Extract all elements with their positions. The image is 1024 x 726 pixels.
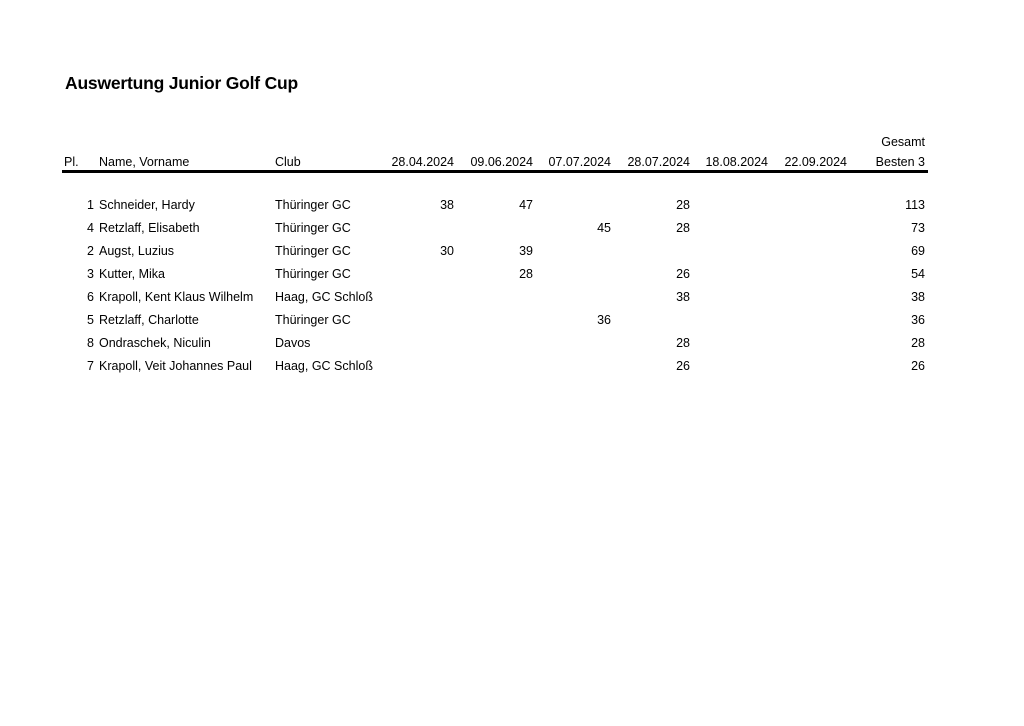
cell-total: 54 [911,267,925,281]
cell-score: 28 [676,336,690,350]
cell-total: 36 [911,313,925,327]
header-row-top [0,135,1024,155]
table-row [0,267,1024,287]
cell-name: Krapoll, Kent Klaus Wilhelm [99,290,254,304]
cell-name: Schneider, Hardy [99,198,195,212]
cell-place: 6 [87,290,94,304]
cell-name: Ondraschek, Niculin [99,336,211,350]
cell-score: 26 [676,359,690,373]
cell-place: 8 [87,336,94,350]
table-row [0,221,1024,241]
header-date: 07.07.2024 [548,155,611,169]
header-date: 28.07.2024 [627,155,690,169]
header-place: Pl. [64,155,79,169]
table-row [0,290,1024,310]
cell-total: 28 [911,336,925,350]
cell-name: Augst, Luzius [99,244,175,258]
cell-place: 1 [87,198,94,212]
header-name: Name, Vorname [99,155,190,169]
cell-total: 69 [911,244,925,258]
cell-score: 39 [519,244,533,258]
cell-club: Haag, GC Schloß [275,290,373,304]
cell-club: Davos [275,336,311,350]
cell-place: 5 [87,313,94,327]
cell-score: 28 [519,267,533,281]
cell-name: Kutter, Mika [99,267,165,281]
table-row [0,359,1024,379]
cell-score: 45 [597,221,611,235]
table-row [0,244,1024,264]
cell-total: 73 [911,221,925,235]
cell-score: 26 [676,267,690,281]
header-date: 28.04.2024 [391,155,454,169]
cell-score: 28 [676,198,690,212]
cell-score: 38 [440,198,454,212]
header-divider [62,170,928,173]
header-date: 18.08.2024 [705,155,768,169]
cell-place: 2 [87,244,94,258]
cell-name: Krapoll, Veit Johannes Paul [99,359,252,373]
header-date: 09.06.2024 [470,155,533,169]
table-row [0,198,1024,218]
cell-club: Thüringer GC [275,198,351,212]
cell-score: 36 [597,313,611,327]
header-total-line1: Gesamt [881,135,925,149]
cell-place: 4 [87,221,94,235]
cell-total: 38 [911,290,925,304]
cell-name: Retzlaff, Charlotte [99,313,199,327]
cell-total: 113 [905,198,925,212]
cell-total: 26 [911,359,925,373]
header-total-line2: Besten 3 [875,155,925,169]
cell-score: 28 [676,221,690,235]
cell-club: Thüringer GC [275,267,351,281]
cell-score: 47 [519,198,533,212]
header-club: Club [275,155,301,169]
table-row [0,336,1024,356]
cell-place: 3 [87,267,94,281]
cell-club: Thüringer GC [275,313,351,327]
cell-club: Thüringer GC [275,244,351,258]
cell-place: 7 [87,359,94,373]
cell-name: Retzlaff, Elisabeth [99,221,200,235]
table-row [0,313,1024,333]
cell-club: Thüringer GC [275,221,351,235]
page-title: Auswertung Junior Golf Cup [65,73,298,93]
cell-club: Haag, GC Schloß [275,359,373,373]
cell-score: 38 [676,290,690,304]
cell-score: 30 [440,244,454,258]
header-date: 22.09.2024 [784,155,847,169]
